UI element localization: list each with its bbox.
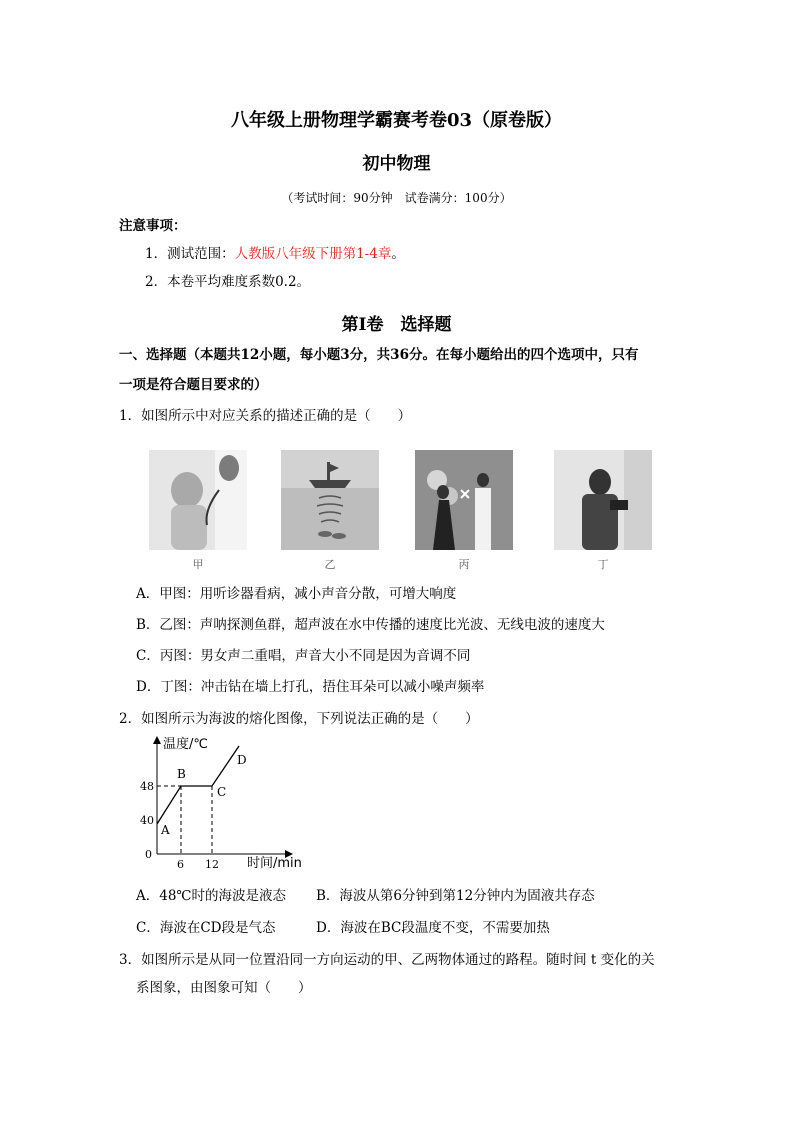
question-1-stem: 1．如图所示中对应关系的描述正确的是（ ）: [119, 408, 412, 424]
notice-heading: 注意事项：: [119, 218, 187, 234]
y-axis-label: 温度/℃: [163, 737, 208, 752]
q2-option-d: D．海波在BC段温度不变，不需要加热: [316, 920, 550, 936]
point-d-label: D: [237, 753, 247, 767]
q2-option-a: A．48℃时的海波是液态: [136, 888, 287, 904]
y-axis-arrow-icon: [153, 736, 161, 744]
note-2: 2．本卷平均难度系数0.2。: [145, 274, 311, 290]
note-1: [145, 244, 405, 264]
point-a-label: A: [161, 823, 170, 837]
q1-option-d: D．丁图：冲击钻在墙上打孔，捂住耳朵可以减小噪声频率: [136, 679, 485, 695]
y-tick-40: 40: [140, 814, 154, 827]
part-heading-line1: 一、选择题（本题共12小题，每小题3分，共36分。在每小题给出的四个选项中，只有: [119, 347, 639, 363]
figure-caption-jia: 甲: [192, 558, 204, 571]
figure-caption-yi: 乙: [324, 558, 336, 571]
figure-ding-drill: [554, 450, 652, 550]
note-1-highlight: 人教版八年级下册第1-4章: [234, 246, 392, 262]
q2-option-c: C．海波在CD段是气态: [136, 920, 276, 936]
q1-option-b: B．乙图：声呐探测鱼群，超声波在水中传播的速度比光波、无线电波的速度大: [136, 617, 605, 633]
origin-label: 0: [145, 848, 152, 861]
y-tick-48: 48: [140, 780, 154, 793]
melting-graph: [135, 732, 345, 877]
melting-curve: [157, 746, 239, 824]
note-1-suffix: 。: [391, 246, 405, 262]
point-b-label: B: [177, 767, 186, 781]
document-subtitle: 初中物理: [362, 154, 431, 174]
exam-info: （考试时间：90分钟 试卷满分：100分）: [281, 191, 512, 205]
document-title: 八年级上册物理学霸赛考卷03（原卷版）: [230, 110, 563, 131]
question-2-stem: 2．如图所示为海波的熔化图像，下列说法正确的是（ ）: [119, 711, 479, 727]
x-tick-12: 12: [205, 858, 219, 871]
figure-caption-ding: 丁: [597, 558, 609, 571]
point-c-label: C: [217, 785, 227, 799]
q1-option-c: C．丙图：男女声二重唱，声音大小不同是因为音调不同: [136, 648, 471, 664]
figure-jia-stethoscope: [149, 450, 247, 550]
q1-option-a: A．甲图：用听诊器看病，减小声音分散，可增大响度: [136, 586, 457, 602]
section-title: 第Ⅰ卷 选择题: [341, 315, 452, 335]
x-tick-6: 6: [177, 858, 184, 871]
x-axis-label: 时间/min: [247, 856, 302, 871]
figure-yi-sonar: [281, 450, 379, 550]
figure-bing-duet: [415, 450, 513, 550]
q2-option-b: B．海波从第6分钟到第12分钟内为固液共存态: [316, 888, 595, 904]
question-3-stem-line1: 3．如图所示是从同一位置沿同一方向运动的甲、乙两物体通过的路程。随时间 t 变化的关: [119, 952, 655, 968]
question-3-stem-line2: 系图象，由图象可知（ ）: [136, 980, 312, 996]
figure-caption-bing: 丙: [458, 558, 470, 571]
note-1-prefix: 1．测试范围：: [145, 246, 235, 262]
part-heading-line2: 一项是符合题目要求的）: [119, 377, 268, 393]
